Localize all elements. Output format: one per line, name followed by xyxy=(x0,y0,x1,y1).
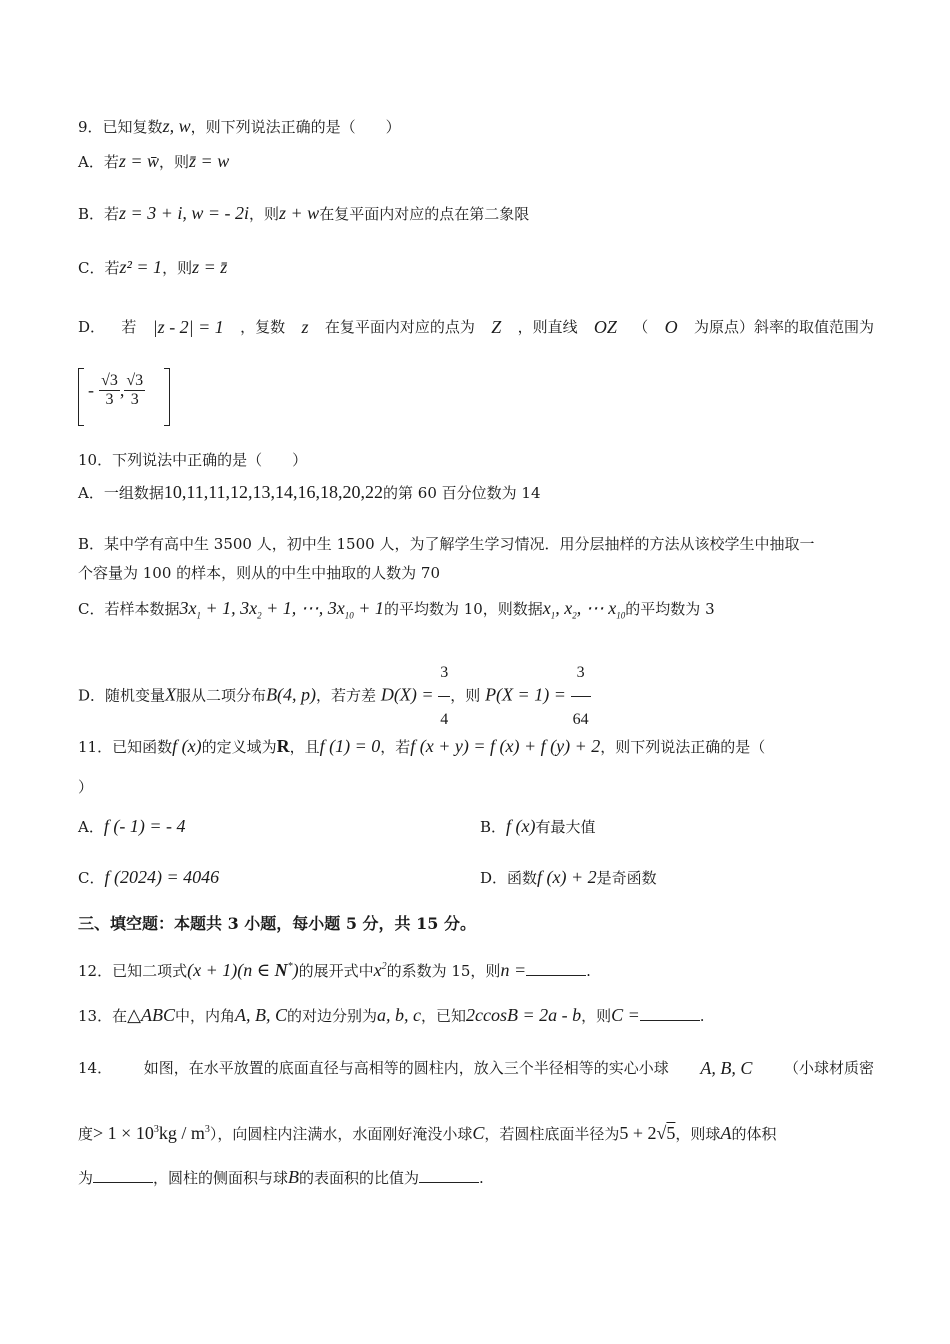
q9-option-a: A．若z = w̄，则z̄ = w xyxy=(78,151,230,171)
q9-text-a: 已知复数 xyxy=(102,118,163,136)
q9-option-b: B．若z = 3 + i, w = - 2i，则z + w在复平面内对应的点在第二象限 xyxy=(78,203,530,223)
q10-option-b-line2: 个容量为 100 的样本，则从的中生中抽取的人数为 70 xyxy=(78,564,441,582)
q11-option-a: A．f (- 1) = - 4 xyxy=(78,816,186,836)
q9-text-b: ，则下列说法正确的是（ ） xyxy=(190,118,401,136)
q9-option-c: C．若z² = 1，则z = z̄ xyxy=(78,257,228,277)
question-9-stem xyxy=(78,115,401,138)
question-11-stem-line2: ） xyxy=(78,778,94,796)
q11-option-d: D．函数f (x) + 2是奇函数 xyxy=(480,867,657,887)
question-13: 13．在△ABC中，内角A, B, C的对边分别为a, b, c，已知2ccosB = 2a - b，则C = . xyxy=(78,1005,705,1025)
q10-option-b-line1: B．某中学有高中生 3500 人，初中生 1500 人，为了解学生学习情况．用分层抽样的方法从该校学生中抽取一 xyxy=(78,535,815,553)
answer-blank[interactable] xyxy=(526,961,586,976)
answer-blank[interactable] xyxy=(93,1168,153,1183)
answer-blank[interactable] xyxy=(640,1006,700,1021)
question-10-stem: 10．下列说法中正确的是（ ） xyxy=(78,451,308,469)
section-3-heading: 三、填空题：本题共 3 小题，每小题 5 分，共 15 分。 xyxy=(78,914,476,933)
q9-number: 9． xyxy=(78,118,103,136)
q10-option-c: C．若样本数据$3x_1 + 1$, $3x_2 + 1$, ⋯, $3x_{10} + 1$的平均数为 10，则数据$x_1$, $x_2$, ⋯ $x_{10}$的平均数为 3 xyxy=(78,598,715,621)
question-14-line2: 度> $1 \times 10^3kg / m^3$），向圆柱内注满水，水面刚好淹没小球C，若圆柱底面半径为5 + 2√5，则球A的体积 xyxy=(78,1123,777,1143)
q11-option-b: B．f (x)有最大值 xyxy=(480,816,596,836)
q9-option-d: D． 若 |z - 2| = 1 ，复数 z 在复平面内对应的点为 Z ，则直线 OZ （ O 为原点）斜率的取值范围为 xyxy=(78,317,874,337)
question-11-stem: 11．已知函数f (x)的定义域为R，且f (1) = 0，若f (x + y) = f (x) + f (y) + 2，则下列说法正确的是（ xyxy=(78,736,766,756)
q11-option-c: C．f (2024) = 4046 xyxy=(78,867,220,887)
q10-option-d: D．随机变量X服从二项分布B(4, p)，若方差 D(X) = $\frac{3}{4}$ ，则 P(X = 1) = $\frac{3}{64}$ xyxy=(78,650,591,743)
q10-option-a: A．一组数据10,11,11,12,13,14,16,18,20,22的第 60 百分位数为 14 xyxy=(78,482,541,502)
answer-blank[interactable] xyxy=(419,1168,479,1183)
question-12: 12．已知二项式(x + 1)(n ∈ N*)的展开式中$x^2$的系数为 15，则n = . xyxy=(78,960,591,980)
q9-vars: z, w xyxy=(162,116,191,136)
question-14-line3: 为 ，圆柱的侧面积与球B的表面积的比值为 . xyxy=(78,1167,484,1187)
question-14-line1: 14． 如图，在水平放置的底面直径与高相等的圆柱内，放入三个半径相等的实心小球 A, B, C （小球材质密 xyxy=(78,1058,874,1078)
q9-option-d-interval: - $\frac{√3}{3}$ , $\frac{√3}{3}$ xyxy=(78,368,170,426)
